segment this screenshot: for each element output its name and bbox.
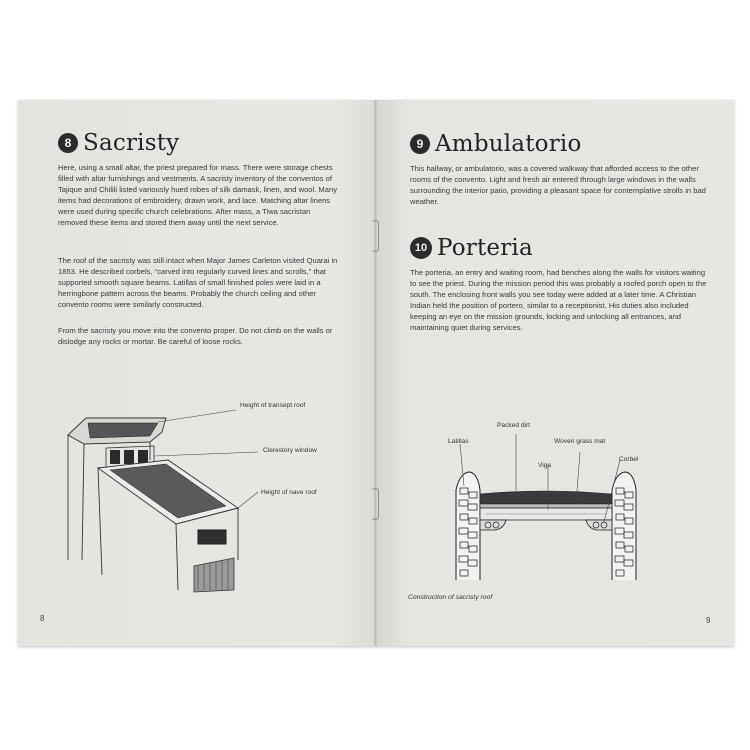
roof-construction-illustration	[436, 430, 656, 590]
section-heading-sacristy	[58, 130, 179, 156]
label-corbel: Corbel	[619, 456, 639, 463]
section-number-badge: 9	[410, 134, 430, 154]
label-packed-dirt: Packed dirt	[497, 422, 530, 429]
staple	[372, 488, 379, 520]
ambulatorio-paragraph: This hallway, or ambulatorio, was a covered walkway that afforded access to the other rooms of the convento. Light and fresh air entered through large windows in the walls surrounding the interior patio, providing a pleasant space for contemplative strolls in bad weather.	[410, 164, 706, 206]
booklet-spine	[374, 100, 377, 646]
sacristy-paragraph-1: Here, using a small altar, the priest prepared for mass. There were storage chests filled with altar furnishings and vestments. A sacristy inventory of the conventos of Tajique and Chilili listed variously hued robes of silk damask, linen, and wool. Many items had decorations of embroidery, drawn work, and lace. Matching altar linens were used during specific church celebrations. After mass, a Tiwa sacristan removed these items and stored them away until the next service.	[58, 163, 338, 227]
staple	[372, 220, 379, 252]
sacristy-paragraph-2: The roof of the sacristy was still intact when Major James Carleton visited Quarai in 1853. He described corbels, “carved into regularly curved lines and scrolls,” that supported smooth square beams. Latillas of small finished poles were laid in a herringbone pattern across the beams. Probably the church ceiling and other convento rooms were similarly constructed.	[58, 256, 338, 309]
label-latillas: Latillas	[448, 438, 469, 445]
left-page	[18, 100, 376, 646]
section-title: Sacristy	[83, 130, 180, 156]
page-number-left: 8	[40, 614, 45, 623]
section-title: Porteria	[437, 235, 533, 261]
label-viga: Viga	[538, 462, 552, 469]
section-heading-ambulatorio	[410, 131, 582, 157]
section-title: Ambulatorio	[435, 131, 582, 157]
right-page	[376, 100, 734, 646]
illustration-caption: Construction of sacristy roof	[408, 594, 493, 601]
open-booklet	[18, 100, 734, 646]
section-number-badge: 10	[410, 237, 432, 259]
label-nave-roof: Height of nave roof	[261, 489, 317, 496]
sacristy-building-illustration	[58, 400, 288, 595]
section-number-badge: 8	[58, 133, 78, 153]
label-transept-roof: Height of transept roof	[240, 402, 306, 409]
label-woven-grass-mat: Woven grass mat	[554, 438, 606, 445]
sacristy-paragraph-3: From the sacristy you move into the convento proper. Do not climb on the walls or dislodge any rocks or mortar. Be careful of loose rocks.	[58, 326, 333, 346]
page-number-right: 9	[706, 616, 711, 625]
section-heading-porteria	[410, 235, 533, 261]
label-clerestory-window: Clerestory window	[263, 447, 317, 454]
porteria-paragraph: The porteria, an entry and waiting room, had benches along the walls for visitors waiting to see the priest. During the mission period this was probably a roofed porch open to the south. The enclosing front walls you see today were added at a later time. A Christian Indian held the position of portero, similar to a receptionist. His duties also included keeping an eye on the mission grounds, locking and unlocking all entrances, and maintaining quiet during services.	[410, 268, 707, 332]
